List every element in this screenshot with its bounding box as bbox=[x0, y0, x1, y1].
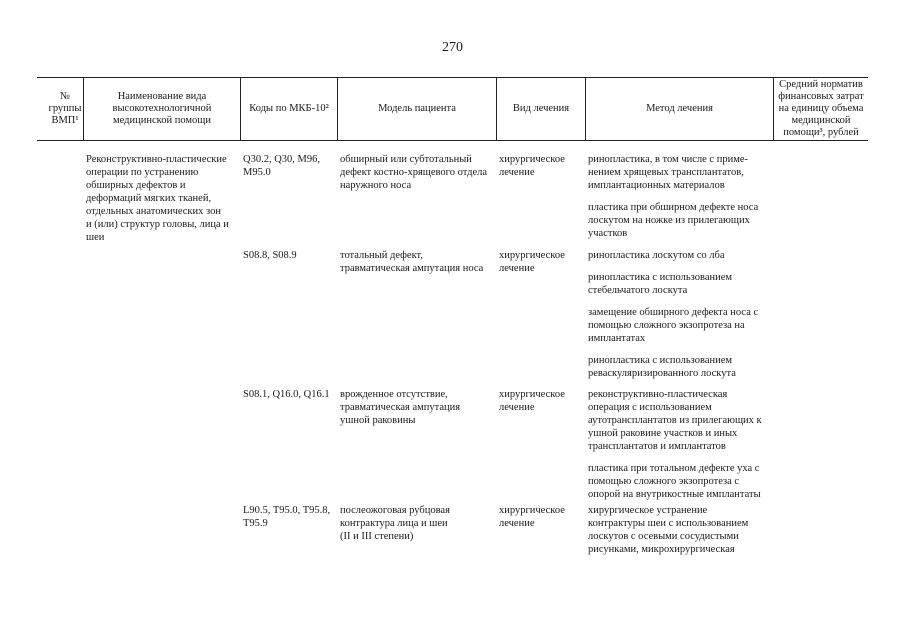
table-body bbox=[37, 141, 868, 556]
text-line: послеожоговая рубцовая bbox=[340, 505, 450, 516]
text-line: № bbox=[59, 91, 71, 102]
cell-treatment-method bbox=[585, 249, 773, 388]
text-line: тотальный дефект, bbox=[340, 250, 423, 261]
cell-treatment-method bbox=[585, 153, 773, 249]
cell-treatment-type bbox=[496, 153, 585, 249]
cell-group-number bbox=[37, 504, 83, 556]
table-row bbox=[37, 249, 868, 388]
text-line: хирургическое bbox=[499, 250, 565, 261]
page-number: 270 bbox=[442, 40, 463, 55]
cell-icd-codes bbox=[240, 504, 337, 556]
cell-cost-standard bbox=[773, 504, 868, 556]
header-cell-cost-standard bbox=[773, 78, 868, 140]
text-line: хирургическое устранение bbox=[588, 505, 708, 516]
cell-cost-standard bbox=[773, 388, 868, 504]
text-line: хирургическое bbox=[499, 505, 565, 516]
header-cell-icd-codes bbox=[240, 78, 337, 140]
text-line: имплантационных материалов bbox=[588, 180, 725, 191]
cell-group-number bbox=[37, 388, 83, 504]
text-line: деформаций мягких тканей, bbox=[86, 193, 212, 204]
cell-treatment-type bbox=[496, 388, 585, 504]
text-line: Модель пациента bbox=[378, 103, 456, 114]
text-line: лоскутом на ножке из прилегающих bbox=[588, 215, 750, 226]
method-paragraph bbox=[588, 354, 773, 380]
text-line: травматическая ампутация bbox=[340, 402, 461, 413]
text-line: травматическая ампутация носа bbox=[340, 263, 484, 274]
text-line: ринопластика с использованием bbox=[588, 272, 733, 283]
method-paragraph bbox=[588, 153, 773, 192]
text-line: Реконструктивно-пластические bbox=[86, 154, 227, 165]
text-line: Вид лечения bbox=[512, 103, 570, 114]
text-line: ринопластика с использованием bbox=[588, 355, 733, 366]
text-line: ринопластика, в том числе с приме- bbox=[588, 154, 748, 165]
text-line: Метод лечения bbox=[646, 103, 713, 114]
header-cell-treatment-type bbox=[496, 78, 585, 140]
cell-treatment-method bbox=[585, 504, 773, 556]
cell-treatment-type bbox=[496, 504, 585, 556]
text-line: имплантатах bbox=[588, 333, 646, 344]
text-line: трансплантатов и имплантатов bbox=[588, 441, 726, 452]
text-line: опорой на внутрикостные имплантаты bbox=[588, 489, 761, 500]
table-row bbox=[37, 388, 868, 504]
text-line: на единицу объема bbox=[778, 103, 864, 114]
text-line: группы bbox=[48, 103, 82, 114]
text-line: лоскутов с осевыми сосудистыми bbox=[588, 531, 739, 542]
method-paragraph bbox=[588, 504, 773, 556]
cell-group-number bbox=[37, 249, 83, 388]
text-line: медицинской помощи bbox=[113, 115, 211, 126]
text-line: пластика при обширном дефекте носа bbox=[588, 202, 759, 213]
text-line: S08.8, S08.9 bbox=[243, 250, 297, 261]
text-line: Коды по МКБ-10² bbox=[249, 103, 329, 114]
table-row bbox=[37, 153, 868, 249]
cell-care-type bbox=[83, 504, 240, 556]
table-row bbox=[37, 504, 868, 556]
text-line: хирургическое bbox=[499, 389, 565, 400]
header-cell-group-number bbox=[37, 78, 83, 140]
text-line: отдельных анатомических зон bbox=[86, 206, 221, 217]
text-line: нением хрящевых трансплантатов, bbox=[588, 167, 744, 178]
cell-treatment-method bbox=[585, 388, 773, 504]
header-cell-patient-model bbox=[337, 78, 496, 140]
cell-icd-codes bbox=[240, 153, 337, 249]
text-line: хирургическое bbox=[499, 154, 565, 165]
text-line: помощью сложного экзопротеза на bbox=[588, 320, 745, 331]
table-header bbox=[37, 77, 868, 141]
text-line: рисунками, микрохирургическая bbox=[588, 544, 735, 555]
header-cell-care-type bbox=[83, 78, 240, 140]
text-line: контрактуры шеи с использованием bbox=[588, 518, 749, 529]
method-paragraph bbox=[588, 201, 773, 240]
text-line: Средний норматив bbox=[779, 79, 863, 90]
text-line: лечение bbox=[499, 263, 535, 274]
cell-patient-model bbox=[337, 388, 496, 504]
text-line: лечение bbox=[499, 518, 535, 529]
medical-care-table bbox=[37, 77, 868, 556]
cell-care-type bbox=[83, 388, 240, 504]
text-line: финансовых затрат bbox=[778, 91, 864, 102]
text-line: врожденное отсутствие, bbox=[340, 389, 448, 400]
cell-patient-model bbox=[337, 504, 496, 556]
text-line: дефект костно-хрящевого отдела bbox=[340, 167, 488, 178]
text-line: помощи³, рублей bbox=[783, 127, 859, 138]
text-line: лечение bbox=[499, 167, 535, 178]
text-line: пластика при тотальном дефекте уха с bbox=[588, 463, 760, 474]
text-line: наружного носа bbox=[340, 180, 412, 191]
cell-patient-model bbox=[337, 153, 496, 249]
cell-patient-model bbox=[337, 249, 496, 388]
text-line: высокотехнологичной bbox=[112, 103, 212, 114]
text-line: шеи bbox=[86, 232, 105, 243]
text-line: реваскуляризированного лоскута bbox=[588, 368, 736, 379]
text-line: Q30.2, Q30, M96, bbox=[243, 154, 321, 165]
cell-care-type bbox=[83, 153, 240, 249]
method-paragraph bbox=[588, 388, 773, 453]
method-paragraph bbox=[588, 462, 773, 501]
cell-cost-standard bbox=[773, 249, 868, 388]
text-line: контрактура лица и шеи bbox=[340, 518, 448, 529]
text-line: обширных дефектов и bbox=[86, 180, 186, 191]
text-line: замещение обширного дефекта носа с bbox=[588, 307, 759, 318]
text-line: ушной раковины bbox=[340, 415, 416, 426]
text-line: S08.1, Q16.0, Q16.1 bbox=[243, 389, 330, 400]
text-line: и (или) структур головы, лица и bbox=[86, 219, 229, 230]
method-paragraph bbox=[588, 306, 773, 345]
text-line: M95.0 bbox=[243, 167, 271, 178]
method-paragraph bbox=[588, 271, 773, 297]
text-line: аутотрансплантатов из прилегающих к bbox=[588, 415, 762, 426]
text-line: ушной раковине участков и иных bbox=[588, 428, 738, 439]
cell-group-number bbox=[37, 153, 83, 249]
text-line: операция с использованием bbox=[588, 402, 712, 413]
text-line: Наименование вида bbox=[117, 91, 207, 102]
cell-care-type bbox=[83, 249, 240, 388]
text-line: ринопластика лоскутом со лба bbox=[588, 250, 725, 261]
header-cell-treatment-method bbox=[585, 78, 773, 140]
cell-cost-standard bbox=[773, 153, 868, 249]
text-line: помощью сложного экзопротеза с bbox=[588, 476, 740, 487]
text-line: операции по устранению bbox=[86, 167, 199, 178]
text-line: лечение bbox=[499, 402, 535, 413]
text-line: T95.9 bbox=[243, 518, 268, 529]
text-line: медицинской bbox=[791, 115, 851, 126]
method-paragraph bbox=[588, 249, 773, 262]
text-line: L90.5, T95.0, T95.8, bbox=[243, 505, 331, 516]
text-line: ВМП¹ bbox=[51, 115, 79, 126]
text-line: реконструктивно-пластическая bbox=[588, 389, 728, 400]
cell-treatment-type bbox=[496, 249, 585, 388]
cell-icd-codes bbox=[240, 388, 337, 504]
text-line: стебельчатого лоскута bbox=[588, 285, 688, 296]
cell-icd-codes bbox=[240, 249, 337, 388]
text-line: обширный или субтотальный bbox=[340, 154, 472, 165]
text-line: участков bbox=[588, 228, 628, 239]
text-line: (II и III степени) bbox=[340, 531, 414, 542]
